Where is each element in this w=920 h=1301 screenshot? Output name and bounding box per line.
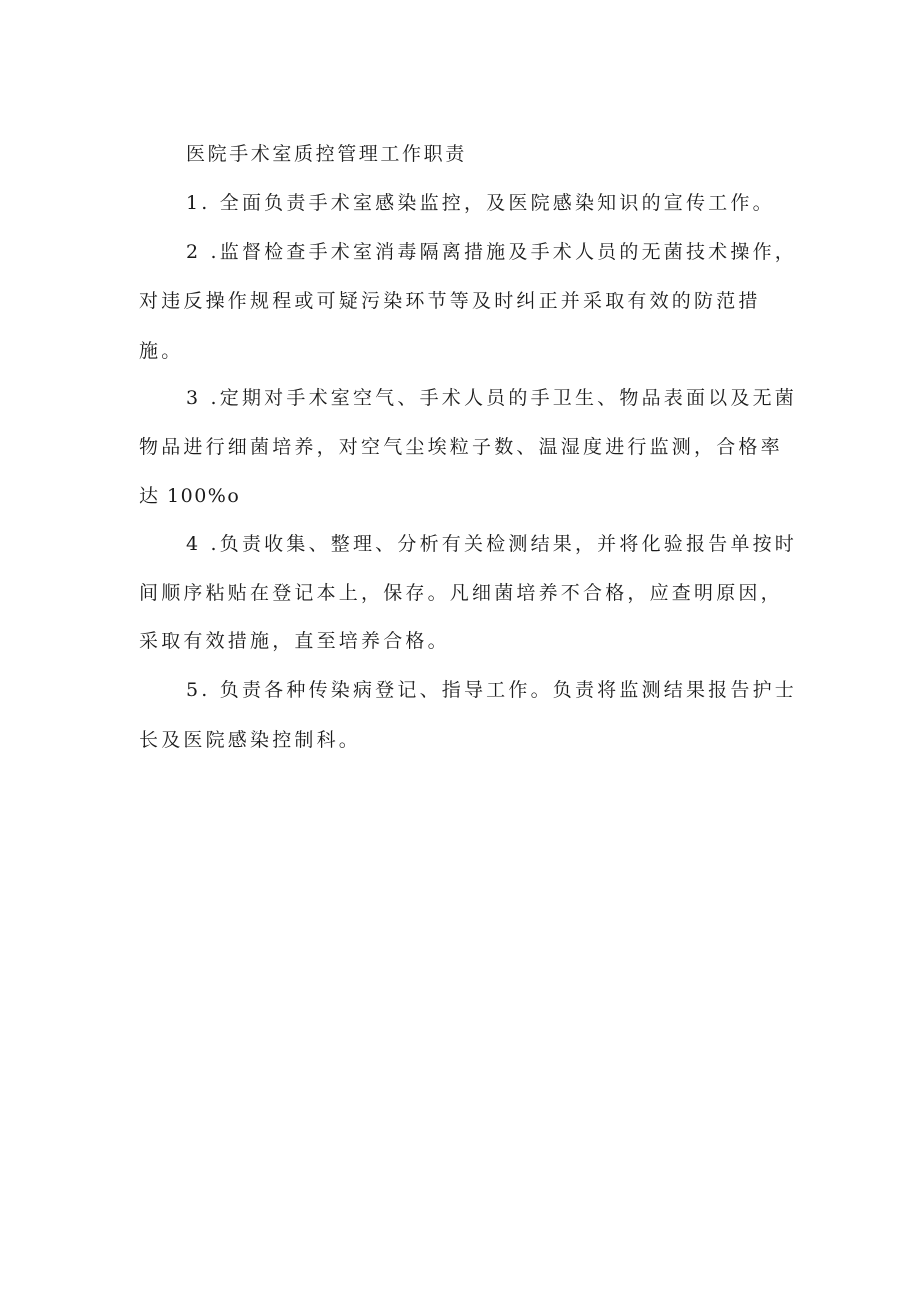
item-2-line-3: 施。 (139, 340, 184, 362)
item-3-line-3: 达 100%o (139, 485, 241, 507)
document-title: 医院手术室质控管理工作职责 (186, 143, 467, 165)
item-5-line-1: 5. 负责各种传染病登记、指导工作。负责将监测结果报告护士 (186, 679, 797, 701)
item-4-line-3: 采取有效措施，直至培养合格。 (139, 630, 450, 652)
item-3-line-1: 3 .定期对手术室空气、手术人员的手卫生、物品表面以及无菌 (186, 387, 797, 409)
item-4-line-1: 4 .负责收集、整理、分析有关检测结果，并将化验报告单按时 (186, 533, 797, 555)
item-2-line-1: 2 .监督检查手术室消毒隔离措施及手术人员的无菌技术操作， (186, 241, 797, 263)
item-2-line-2: 对违反操作规程或可疑污染环节等及时纠正并采取有效的防范措 (139, 290, 761, 312)
item-5-line-2: 长及医院感染控制科。 (139, 729, 362, 751)
item-1-line-1: 1. 全面负责手术室感染监控，及医院感染知识的宣传工作。 (186, 192, 775, 214)
item-3-line-2: 物品进行细菌培养，对空气尘埃粒子数、温湿度进行监测，合格率 (139, 436, 783, 458)
item-4-line-2: 间顺序粘贴在登记本上，保存。凡细菌培养不合格，应查明原因， (139, 582, 783, 604)
